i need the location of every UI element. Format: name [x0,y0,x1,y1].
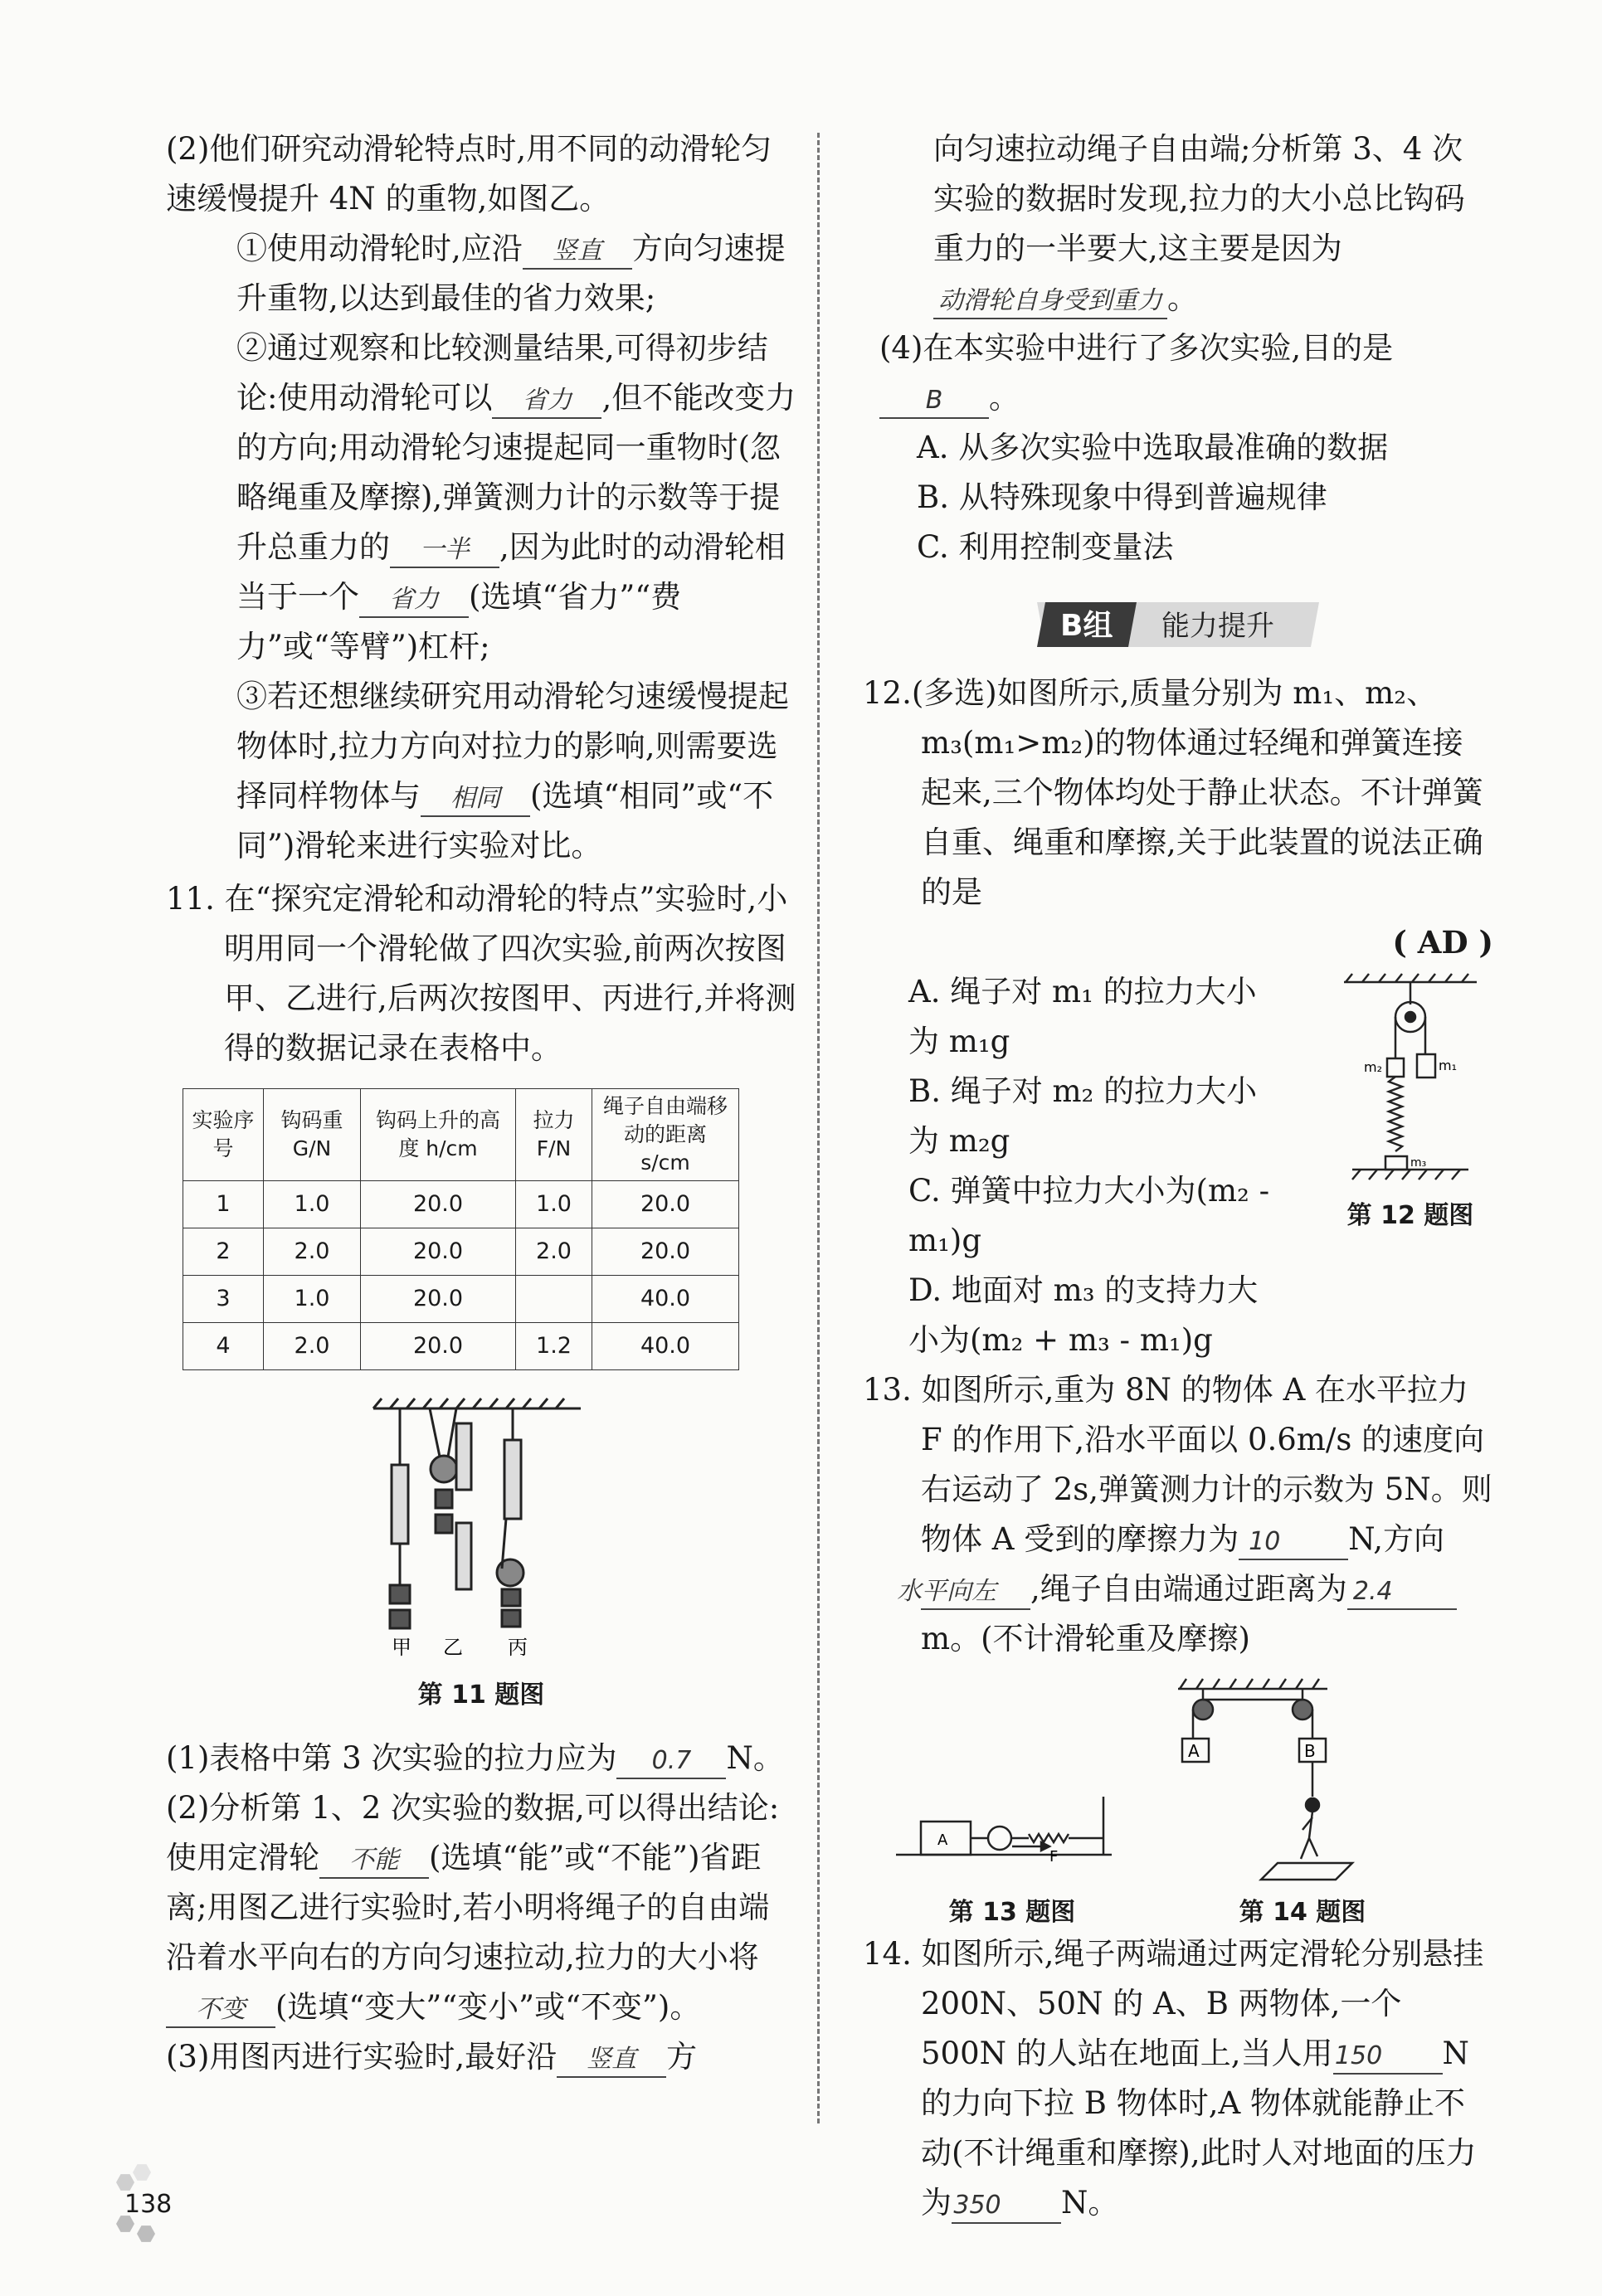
table-cell: 3 [183,1276,264,1323]
q14-block [863,1929,1493,2228]
fig13-label-f: F [1049,1848,1059,1866]
q11-p4-post: 。 [989,380,1020,416]
table-header: 拉力 F/N [516,1089,592,1181]
q10-s1-text: ①使用动滑轮时,应沿 [236,231,523,266]
q13-answer3[interactable]: 2.4 [1347,1575,1457,1610]
q10-s2-mid: ,但不能改变力的方向;用动滑轮匀速提起同一重物时(忽略绳重及摩擦),弹簧测力计的示数等于提升总重力的 [236,380,796,565]
table-cell: 20.0 [361,1228,516,1276]
table-header: 钩码重 G/N [264,1089,361,1181]
q13-figure-caption: 第 13 题图 [948,1898,1076,1927]
table-cell: 20.0 [361,1323,516,1370]
q12-options-block [863,967,1493,1365]
fig11-label-yi: 乙 [443,1636,463,1659]
table-row [183,1228,739,1276]
q11-p2-post: (选填“变大”“变小”或“不变”)。 [275,1989,701,2025]
q11-p3-answer[interactable]: 竖直 [557,2043,666,2078]
q13-q14-captions [863,1888,1493,1929]
fig11-label-jia: 甲 [392,1636,411,1659]
q11-p1-answer[interactable]: 0.7 [616,1744,726,1779]
q11-part4 [863,323,1493,423]
hex-decoration [137,2225,155,2243]
q11-p4-answer[interactable]: B [879,384,989,419]
q10-s2-answer3[interactable]: 省力 [359,583,469,618]
q10-s2-text: ②通过观察和比较测量结果,可得初步结论:使用动滑轮可以 [236,330,768,416]
left-column [166,124,796,2082]
column-divider [817,133,820,2123]
q10-s3-text: ③若还想继续研究用动滑轮匀速缓慢提起物体时,拉力方向对拉力的影响,则需要选择同样物体与 [236,679,789,814]
q11-p2-text: (2)分析第 1、2 次实验的数据,可以得出结论:使用定滑轮 [166,1790,780,1875]
banner-title: 能力提升 [1161,610,1274,643]
table-header: 钩码上升的高度 h/cm [361,1089,516,1181]
q12-stem: 12.(多选)如图所示,质量分别为 m₁、m₂、m₃(m₁>m₂)的物体通过轻绳和弹簧连接起来,三个物体均处于静止状态。不计弹簧自重、绳重和摩擦,关于此装置的说法正确的是 [863,675,1483,910]
table-cell: 1.0 [516,1181,592,1228]
q10-s2-answer[interactable]: 省力 [492,384,601,419]
table-cell: 2 [183,1228,264,1276]
q11-p3-end: 。 [1167,280,1198,316]
q11-p3-post: 方 [666,2039,698,2075]
q10-s2-mid2: ,因为此时的动滑轮相当于一个 [236,529,786,615]
q11-option-c: C. 利用控制变量法 [917,529,1174,565]
q11-p2-mid: (选填“能”或“不能”)省距离;用图乙进行实验时,若小明将绳子的自由端沿着水平向右的方向匀速拉动,拉力的大小将 [166,1840,770,1975]
table-row [183,1276,739,1323]
q14-figure-caption: 第 14 题图 [1239,1898,1366,1927]
q11-part3 [166,2032,796,2082]
right-column [863,124,1493,2228]
q14-answer1[interactable]: 150 [1333,2040,1443,2075]
q10-s3-post: (选填“相同”或“不同”)滑轮来进行实验对比。 [236,778,774,863]
q11-p3-cont-text: 向匀速拉动绳子自由端;分析第 3、4 次实验的数据时发现,拉力的大小总比钩码重力的一半要大,这主要是因为 [933,131,1465,266]
banner-group: B组 [1060,609,1113,643]
table-row [183,1181,739,1228]
table-cell: 40.0 [592,1323,739,1370]
q11-option-a: A. 从多次实验中选取最准确的数据 [917,430,1389,465]
table-cell: 1.2 [516,1323,592,1370]
q13-answer1[interactable]: 10 [1239,1525,1348,1560]
q14-answer2[interactable]: 350 [952,2189,1061,2224]
table-cell: 2.0 [516,1228,592,1276]
q12-option-c: C. 弹簧中拉力大小为(m₂ - m₁)g [908,1173,1270,1258]
table-cell: 2.0 [264,1323,361,1370]
table-cell: 1.0 [264,1181,361,1228]
q11-part3-continued [863,124,1493,323]
table-cell: 2.0 [264,1228,361,1276]
fig12-label-m3: m₃ [1410,1156,1427,1170]
q11-part1 [166,1734,796,1783]
q10-s1-answer[interactable]: 竖直 [523,235,632,270]
table-header: 实验序号 [183,1089,264,1181]
q13-mid2: ,绳子自由端通过距离为 [1030,1571,1347,1607]
q12-option-b: B. 绳子对 m₂ 的拉力大小为 m₂g [908,1073,1258,1159]
fig13-label-a: A [937,1831,948,1849]
q13-q14-figures [863,1672,1493,1888]
q11-p1-text: (1)表格中第 3 次实验的拉力应为 [166,1740,617,1776]
fig11-label-bing: 丙 [508,1636,528,1659]
table-cell: 20.0 [592,1228,739,1276]
q11-option-b: B. 从特殊现象中得到普遍规律 [917,479,1327,515]
q13-answer2[interactable]: 水平向左 [921,1575,1030,1610]
table-cell: 20.0 [361,1276,516,1323]
table-cell: 20.0 [592,1181,739,1228]
q10-part2-intro: (2)他们研究动滑轮特点时,用不同的动滑轮匀速缓慢提升 4N 的重物,如图乙。 [166,131,772,216]
q11-p2-answer[interactable]: 不能 [319,1844,429,1879]
q10-s1-post: 方向匀速提升重物,以达到最佳的省力效果; [236,231,786,316]
q14-stem: 14. 如图所示,绳子两端通过两定滑轮分别悬挂 200N、50N 的 A、B 两物体,一个 500N 的人站在地面上,当人用 [863,1936,1484,2071]
table-cell: 40.0 [592,1276,739,1323]
q12-option-d: D. 地面对 m₃ 的支持力大小为(m₂ + m₃ - m₁)g [908,1272,1259,1358]
table-cell: 1.0 [264,1276,361,1323]
q12-answer[interactable]: ( AD ) [1392,924,1493,961]
q11-stem: 11. 在“探究定滑轮和动滑轮的特点”实验时,小明用同一个滑轮做了四次实验,前两次按图甲、乙进行,后两次按图甲、丙进行,并将测得的数据记录在表格中。 [166,881,796,1066]
table-row [183,1323,739,1370]
hex-decoration [116,2173,134,2191]
q13-post: m。(不计滑轮重及摩擦) [921,1621,1250,1656]
q12-option-a: A. 绳子对 m₁ 的拉力大小为 m₁g [908,974,1257,1059]
q11-data-table [183,1088,739,1370]
table-cell: 1 [183,1181,264,1228]
table-cell [516,1276,592,1323]
q11-p3-answer2[interactable]: 动滑轮自身受到重力 [933,285,1167,319]
page-number: 138 [124,2190,173,2219]
table-cell: 20.0 [361,1181,516,1228]
q13-block [863,1365,1493,1664]
q13-mid1: N,方向 [1348,1521,1445,1557]
q11-p3-text: (3)用图丙进行实验时,最好沿 [166,2039,558,2075]
q11-p2-answer2[interactable]: 不变 [166,1993,275,2028]
table-header: 绳子自由端移动的距离 s/cm [592,1089,739,1181]
hex-decoration [133,2163,151,2182]
section-banner [1029,597,1327,652]
q11-p4-text: (4)在本实验中进行了多次实验,目的是 [879,330,1394,366]
table-header-row [183,1089,739,1181]
q10-part2 [166,124,796,871]
q11-part2 [166,1783,796,2032]
table-cell: 4 [183,1323,264,1370]
q12-figure-caption: 第 12 题图 [1346,1201,1474,1230]
fig14-label-b: B [1304,1741,1316,1761]
q10-s2-answer2[interactable]: 一半 [390,533,499,568]
q14-mid: N 的力向下拉 B 物体时,A 物体就能静止不动(不计绳重和摩擦),此时人对地面的压力为 [921,2036,1477,2221]
q11-pulley-figure [166,1390,796,1664]
q10-s3-answer[interactable]: 相同 [421,782,530,817]
q13-stem: 13. 如图所示,重为 8N 的物体 A 在水平拉力 F 的作用下,沿水平面以 0.6m/s 的速度向右运动了 2s,弹簧测力计的示数为 5N。则物体 A 受到的摩擦力为 [863,1372,1492,1557]
q10-s2-post: (选填“省力”“费力”或“等臂”)杠杆; [236,579,682,664]
q11-figure-caption: 第 11 题图 [417,1681,545,1710]
fig14-label-a: A [1188,1741,1200,1761]
fig12-label-m1: m₁ [1439,1058,1457,1073]
q11-p1-post: N。 [726,1740,784,1776]
q14-post: N。 [1061,2185,1119,2221]
fig12-label-m2: m₂ [1364,1059,1382,1075]
